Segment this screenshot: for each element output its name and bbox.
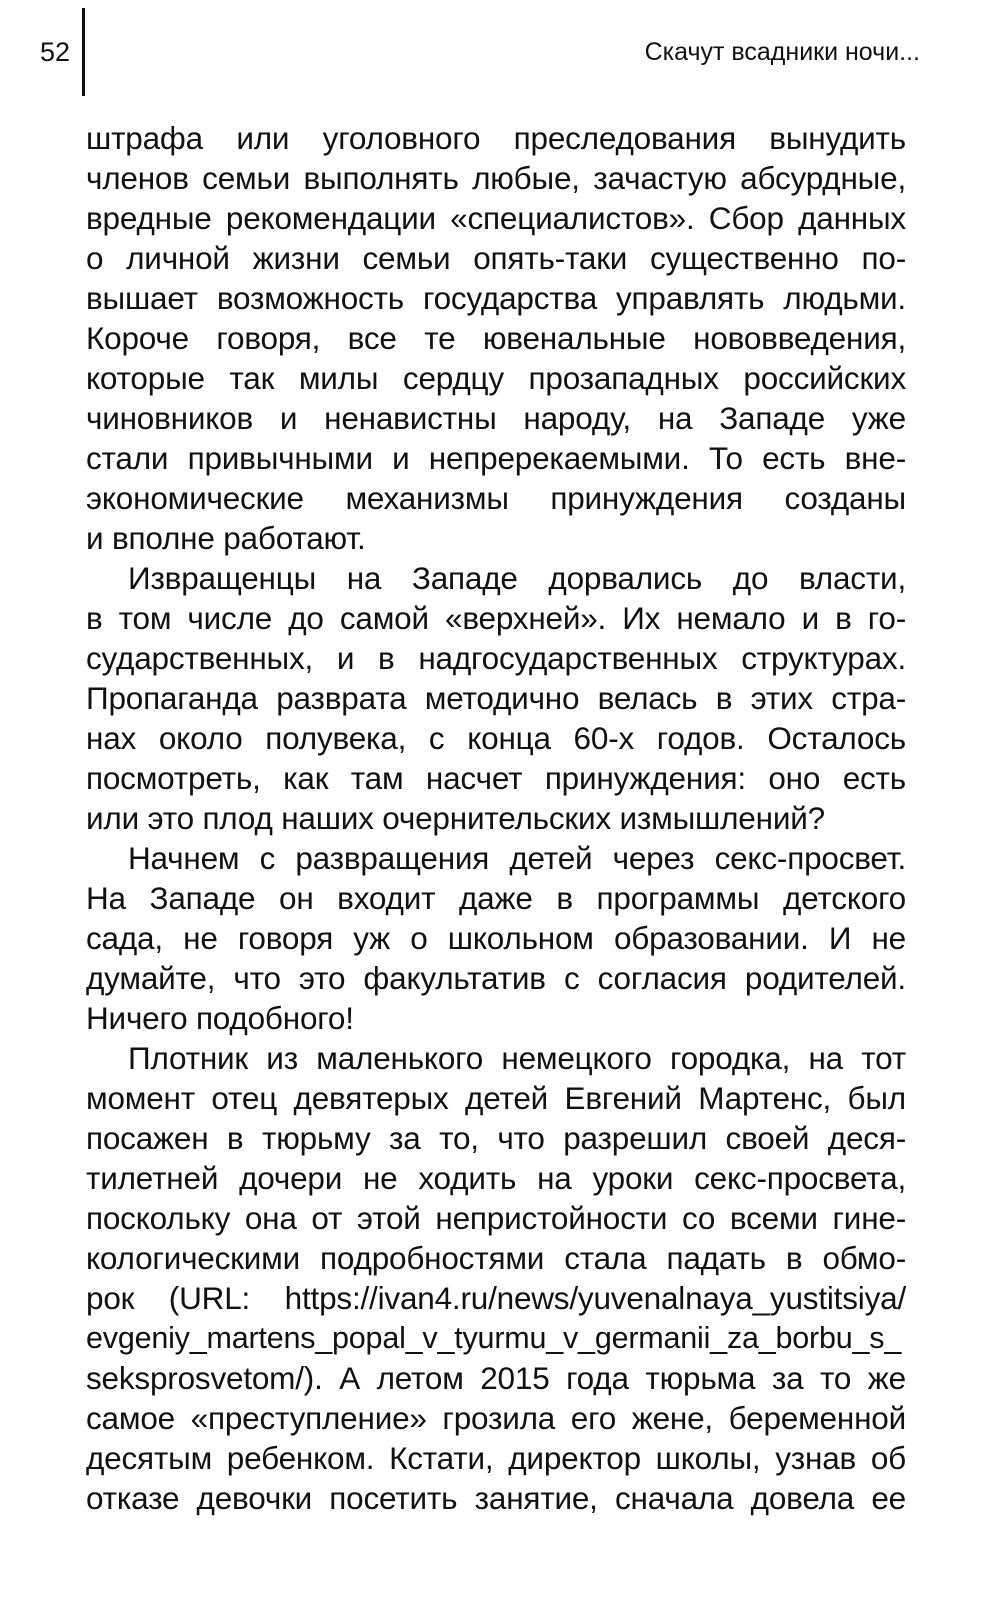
text-line: поскольку она от этой непристойности со всеми гине-: [86, 1200, 906, 1236]
text-line: На Западе он входит даже в программы детского: [86, 880, 906, 916]
text-line: чиновников и ненавистны народу, на Западе уже: [86, 400, 906, 436]
text-line: сударственных, и в надгосударственных структурах.: [86, 640, 906, 676]
text-line: вышает возможность государства управлять людьми.: [86, 280, 906, 316]
page-number: 52: [40, 37, 71, 67]
text-line: evgeniy_martens_popal_v_tyurmu_v_germanii_za_borbu_s_: [86, 1321, 902, 1355]
text-line: момент отец девятерых детей Евгений Мартенс, был: [86, 1080, 906, 1116]
text-line: экономические механизмы принуждения созданы: [86, 480, 906, 516]
header-divider: [82, 8, 85, 96]
text-line: рок (URL: https://ivan4.ru/news/yuvenalnaya_yustitsiya/: [86, 1280, 906, 1316]
text-line: кологическими подробностями стала падать в обмо-: [86, 1240, 906, 1276]
text-line: самое «преступление» грозила его жене, беременной: [86, 1400, 906, 1436]
text-line: отказе девочки посетить занятие, сначала довела ее: [86, 1480, 906, 1516]
text-line: посажен в тюрьму за то, что разрешил своей деся-: [86, 1120, 906, 1156]
text-line: сада, не говоря уж о школьном образовании. И не: [86, 920, 906, 956]
page-header: [40, 30, 920, 74]
text-line: членов семьи выполнять любые, зачастую абсурдные,: [86, 160, 906, 196]
text-line: посмотреть, как там насчет принуждения: оно есть: [86, 760, 906, 796]
text-line: стали привычными и непререкаемыми. То есть вне-: [86, 440, 906, 476]
text-line: Извращенцы на Западе дорвались до власти,: [128, 560, 906, 596]
text-line: нах около полувека, с конца 60-х годов. Осталось: [86, 720, 906, 756]
running-title: Скачут всадники ночи...: [644, 38, 920, 66]
text-line: штрафа или уголовного преследования вынудить: [86, 120, 906, 156]
text-line: десятым ребенком. Кстати, директор школы, узнав об: [86, 1440, 906, 1476]
body-text: [86, 118, 906, 1518]
text-line: о личной жизни семьи опять-таки существенно по-: [86, 240, 906, 276]
text-line: Плотник из маленького немецкого городка, на тот: [128, 1040, 906, 1076]
text-line: Начнем с развращения детей через секс-просвет.: [128, 840, 906, 876]
text-line: думайте, что это факультатив с согласия родителей.: [86, 960, 906, 996]
text-line: Пропаганда разврата методично велась в этих стра-: [86, 680, 906, 716]
text-line: Ничего подобного!: [86, 1000, 354, 1036]
text-line: которые так милы сердцу прозападных российских: [86, 360, 906, 396]
text-line: или это плод наших очернительских измышлений?: [86, 800, 825, 836]
text-line: и вполне работают.: [86, 520, 366, 556]
text-line: Короче говоря, все те ювенальные нововведения,: [86, 320, 906, 356]
text-line: тилетней дочери не ходить на уроки секс-просвета,: [86, 1160, 906, 1196]
text-line: seksprosvetom/). А летом 2015 года тюрьма за то же: [86, 1360, 906, 1396]
text-line: вредные рекомендации «специалистов». Сбор данных: [86, 200, 906, 236]
text-line: в том числе до самой «верхней». Их немало и в го-: [86, 600, 906, 636]
